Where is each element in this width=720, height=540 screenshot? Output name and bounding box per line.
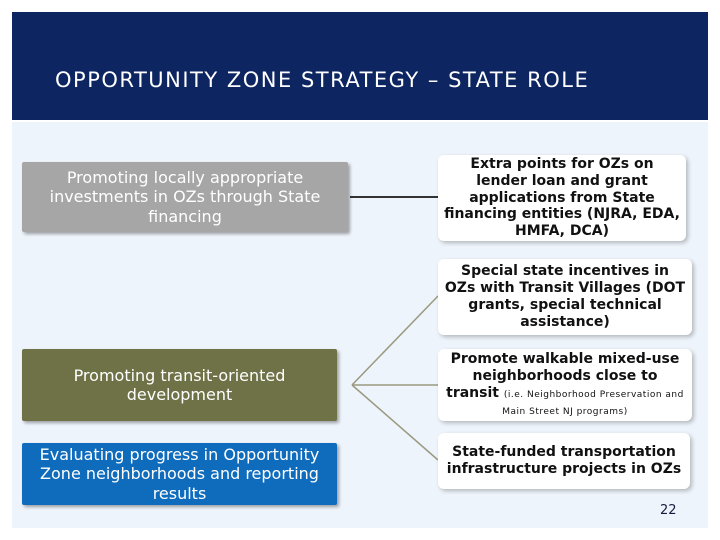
goal-label-financing: Promoting locally appropriate investments in OZs through State financing	[49, 168, 321, 226]
action-label-transportation: State-funded transportation infrastructure projects in OZs	[446, 444, 682, 477]
connector-tod-transport	[352, 385, 438, 460]
action-note-walkable: (i.e. Neighborhood Preservation and Main Street NJ programs)	[502, 390, 684, 417]
action-box-transit-incentives	[438, 259, 692, 335]
slide-title: OPPORTUNITY ZONE STRATEGY – STATE ROLE	[55, 68, 590, 92]
action-label-walkable: Promote walkable mixed-use neighborhoods close to transit	[446, 351, 680, 401]
goal-label-transit: Promoting transit-oriented development	[73, 365, 286, 404]
action-box-extra-points	[438, 155, 686, 241]
goal-box-financing	[22, 162, 348, 232]
action-label-extra-points: Extra points for OZs on lender loan and grant applications from State financing entities (NJRA, EDA, HMFA, DCA)	[444, 156, 680, 240]
goal-box-transit	[22, 349, 337, 421]
connector-tod-incentives	[352, 296, 438, 385]
goal-label-evaluation: Evaluating progress in Opportunity Zone neighborhoods and reporting results	[39, 445, 320, 503]
goal-box-evaluation	[22, 443, 337, 505]
action-label-transit-incentives: Special state incentives in OZs with Transit Villages (DOT grants, special technical assistance)	[444, 263, 686, 330]
action-box-walkable	[438, 349, 692, 421]
action-box-transportation	[438, 433, 690, 489]
page-number: 22	[660, 503, 677, 518]
